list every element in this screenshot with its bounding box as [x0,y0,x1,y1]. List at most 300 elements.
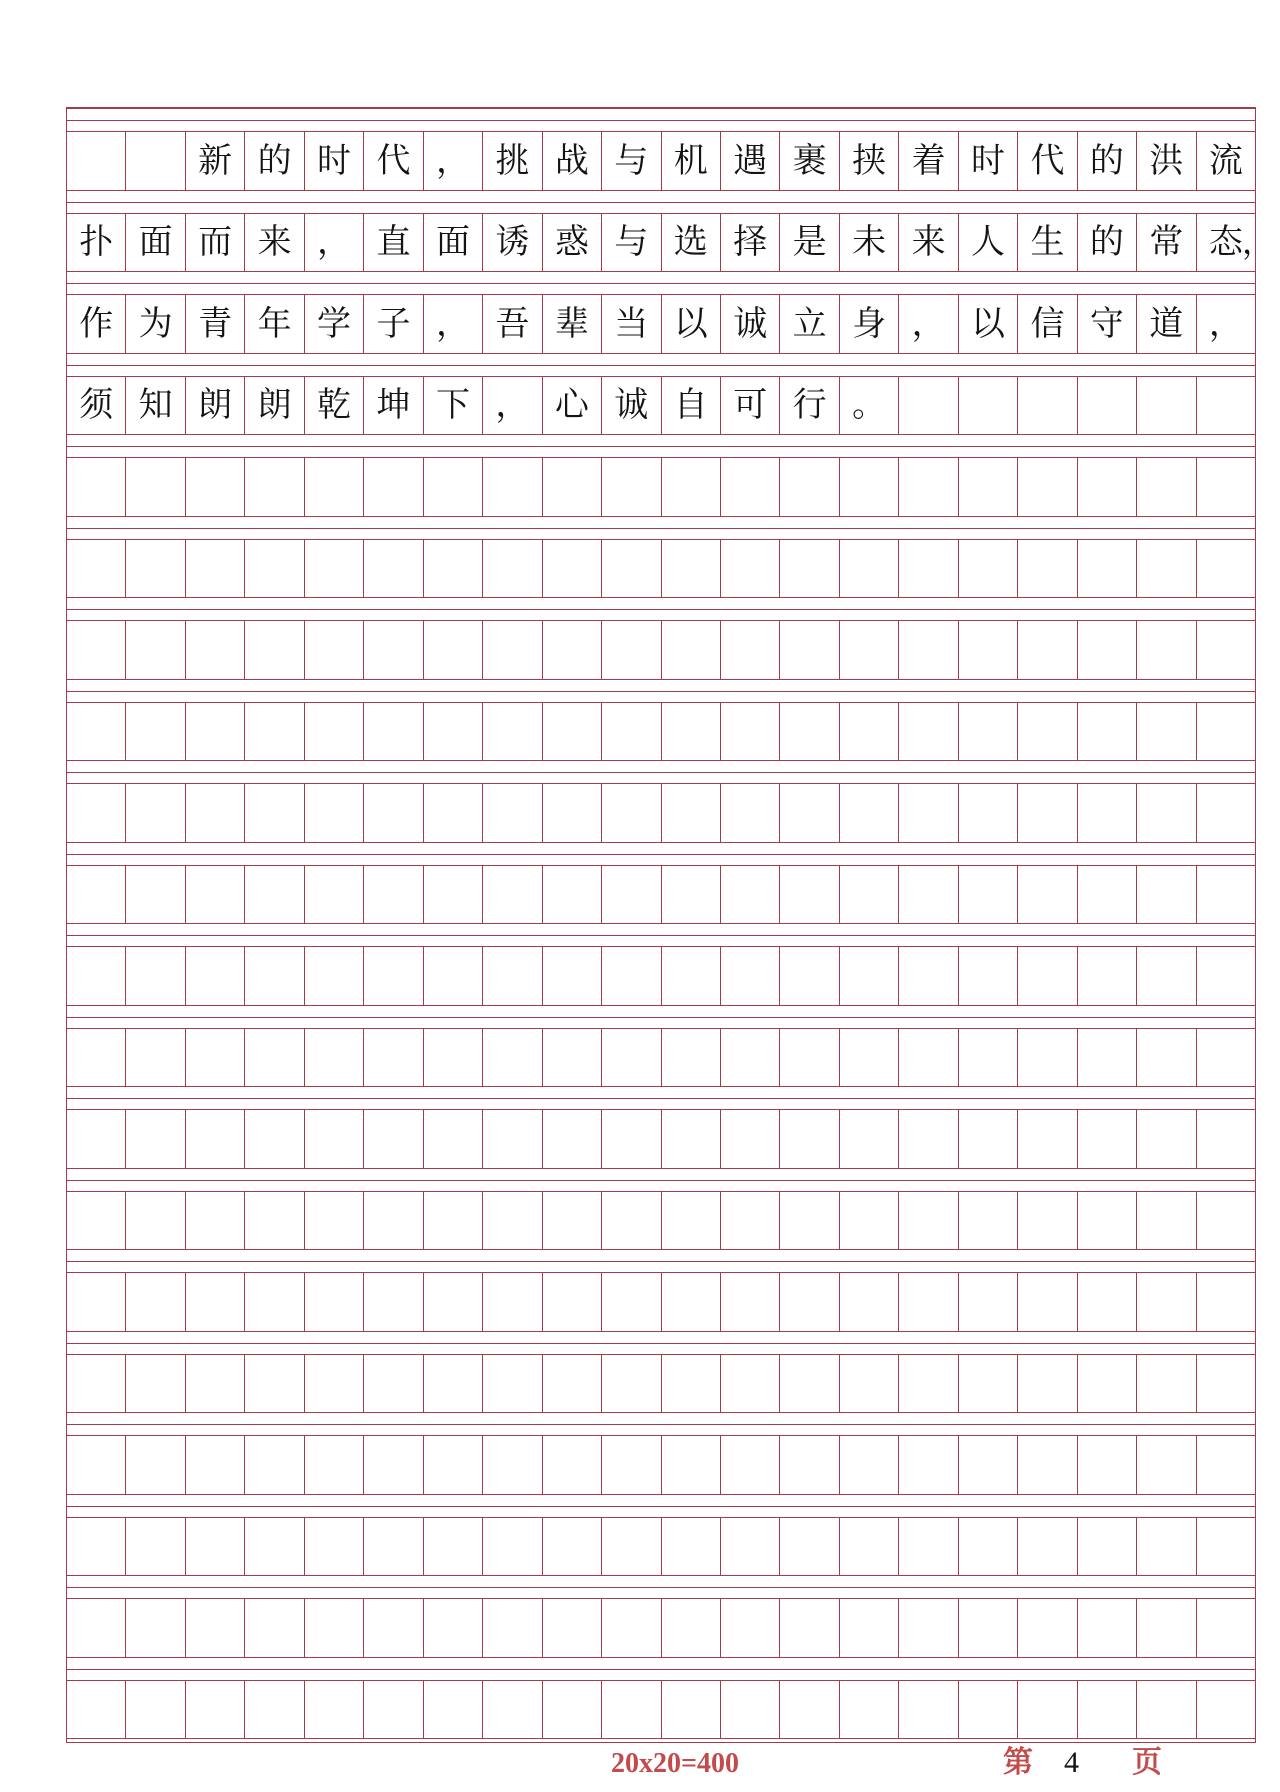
grid-cell [186,947,245,1005]
grid-cell [840,1029,899,1087]
grid-cell: 坤 [364,377,423,435]
grid-cell [840,458,899,516]
grid-cell [1197,1599,1255,1657]
grid-cell: 与 [602,214,661,272]
grid-spec-label: 20x20=400 [611,1748,739,1779]
grid-cell [840,1273,899,1331]
grid-cell [424,1355,483,1413]
grid-row [67,1191,1255,1251]
grid-cell [899,1436,958,1494]
grid-cell: 人 [959,214,1018,272]
grid-cell [67,1110,126,1168]
grid-cell: 新 [186,132,245,190]
grid-cell [245,1681,304,1739]
grid-cell [543,703,602,761]
grid-cell [245,458,304,516]
grid-cell [899,1355,958,1413]
grid-cell: 时 [959,132,1018,190]
grid-gap-line [67,609,1255,610]
grid-cell [840,1436,899,1494]
grid-cell [1018,1518,1077,1576]
grid-cell [899,784,958,842]
grid-cell [67,1029,126,1087]
grid-cell [1018,1436,1077,1494]
grid-cell [721,621,780,679]
grid-cell: 当 [602,295,661,353]
grid-cell [1197,1029,1255,1087]
grid-cell [245,1029,304,1087]
grid-row [67,131,1255,191]
grid-cell [424,1273,483,1331]
grid-cell [1137,1273,1196,1331]
grid-cell [662,1355,721,1413]
grid-cell [126,703,185,761]
grid-cell: 来 [899,214,958,272]
grid-cell [662,784,721,842]
grid-cell: 的 [1078,214,1137,272]
grid-cell: 诚 [602,377,661,435]
grid-cell [67,1599,126,1657]
grid-cell [364,621,423,679]
grid-cell [424,866,483,924]
grid-cell [126,1029,185,1087]
grid-cell: ， [483,377,542,435]
grid-cell [305,784,364,842]
grid-cell [483,784,542,842]
grid-cell: 下 [424,377,483,435]
grid-cell [305,1599,364,1657]
grid-cell: 未 [840,214,899,272]
grid-cell [305,540,364,598]
grid-row [67,620,1255,680]
writing-grid [66,107,1275,1743]
grid-cell [1137,1436,1196,1494]
grid-cell [899,947,958,1005]
grid-cell [245,703,304,761]
grid-cell [1197,621,1255,679]
grid-cell [1078,1192,1137,1250]
grid-cell [602,621,661,679]
grid-cell [721,1029,780,1087]
grid-cell [1137,1355,1196,1413]
grid-cell: 流 [1208,140,1243,181]
grid-cell [602,1355,661,1413]
grid-cell [1078,458,1137,516]
grid-cell [126,866,185,924]
grid-cell [899,1110,958,1168]
grid-cell [364,866,423,924]
grid-cell [602,1273,661,1331]
grid-cell [1137,1110,1196,1168]
grid-gap-line [67,1669,1255,1670]
grid-gap-line [67,120,1255,121]
grid-cell [67,784,126,842]
grid-row [67,1517,1255,1577]
grid-cell [1078,703,1137,761]
grid-cell [67,1681,126,1739]
grid-cell [483,947,542,1005]
grid-cell [1197,1192,1255,1250]
grid-cell: 为 [126,295,185,353]
grid-cell [364,947,423,1005]
grid-cell [899,458,958,516]
grid-cell [899,540,958,598]
grid-cell [186,540,245,598]
grid-cell [245,1599,304,1657]
grid-cell [364,1681,423,1739]
grid-cell [602,1518,661,1576]
grid-cell [186,703,245,761]
grid-cell [780,621,839,679]
grid-cell [721,1355,780,1413]
grid-cell [602,458,661,516]
grid-cell: ， [424,295,483,353]
grid-cell [959,866,1018,924]
grid-cell: 诱 [483,214,542,272]
grid-cell [1078,784,1137,842]
grid-cell: 与 [602,132,661,190]
grid-cell [483,703,542,761]
grid-cell [959,1599,1018,1657]
grid-cell: 挟 [840,132,899,190]
grid-row [67,294,1255,354]
grid-cell: 惑 [543,214,602,272]
grid-cell [780,540,839,598]
grid-cell [662,1681,721,1739]
grid-cell: 以 [662,295,721,353]
grid-cell [483,540,542,598]
grid-cell [602,1192,661,1250]
grid-cell: 信 [1018,295,1077,353]
grid-cell [899,866,958,924]
grid-cell [424,458,483,516]
grid-cell [780,1355,839,1413]
grid-gap-line [67,1261,1255,1262]
grid-cell [186,1436,245,1494]
grid-cell: 生 [1018,214,1077,272]
grid-cell [424,703,483,761]
grid-cell [305,621,364,679]
grid-cell [364,1029,423,1087]
grid-row [67,1680,1255,1740]
grid-cell [899,377,958,435]
grid-cell: 以 [959,295,1018,353]
grid-cell [305,947,364,1005]
page-label-prefix: 第 [1003,1746,1033,1779]
grid-cell [780,1681,839,1739]
grid-cell [1197,1681,1255,1739]
grid-cell [305,458,364,516]
grid-cell [721,866,780,924]
grid-cell [602,703,661,761]
grid-cell [483,458,542,516]
grid-cell: 子 [364,295,423,353]
grid-cell [543,540,602,598]
grid-cell [364,1436,423,1494]
grid-cell [959,1029,1018,1087]
grid-cell [721,1192,780,1250]
grid-cell [543,947,602,1005]
grid-cell [1078,540,1137,598]
grid-cell [126,784,185,842]
grid-cell: 来 [245,214,304,272]
grid-cell [1018,621,1077,679]
grid-cell: 青 [186,295,245,353]
grid-cell [483,621,542,679]
grid-cell [780,1518,839,1576]
grid-cell [424,784,483,842]
grid-cell: 裹 [780,132,839,190]
grid-cell [126,1110,185,1168]
grid-cell [1018,1681,1077,1739]
grid-cell [364,540,423,598]
grid-cell [1078,1110,1137,1168]
grid-cell [1197,1355,1255,1413]
grid-row [67,539,1255,599]
grid-cell [1078,377,1137,435]
grid-cell [1078,1273,1137,1331]
grid-cell [67,1192,126,1250]
grid-cell [1197,784,1255,842]
grid-cell [364,703,423,761]
grid-cell [1197,1110,1255,1168]
grid-gap-line [67,691,1255,692]
grid-cell [364,1518,423,1576]
grid-cell [424,1681,483,1739]
grid-cell [840,703,899,761]
grid-cell [1078,1029,1137,1087]
grid-cell [1078,621,1137,679]
grid-cell [483,866,542,924]
grid-cell [364,1355,423,1413]
grid-cell [186,1273,245,1331]
grid-cell [424,1599,483,1657]
grid-cell [1018,784,1077,842]
grid-cell: 的 [245,132,304,190]
grid-cell [1137,1599,1196,1657]
grid-gap-line [67,283,1255,284]
grid-cell [1078,1518,1137,1576]
grid-cell [126,621,185,679]
grid-cell: 是 [780,214,839,272]
grid-row [67,1028,1255,1088]
grid-cell [662,1273,721,1331]
grid-cell [305,1681,364,1739]
grid-cell [305,1110,364,1168]
grid-cell [1137,703,1196,761]
grid-cell: 而 [186,214,245,272]
grid-cell [305,1273,364,1331]
grid-gap-line [67,446,1255,447]
grid-cell [543,866,602,924]
grid-cell [245,1192,304,1250]
grid-cell [1197,540,1255,598]
grid-cell [483,1355,542,1413]
grid-cell [543,1518,602,1576]
grid-cell [483,1192,542,1250]
grid-cell [662,1436,721,1494]
grid-gap-line [67,1506,1255,1507]
grid-cell [780,703,839,761]
grid-cell: 作 [67,295,126,353]
grid-cell [602,947,661,1005]
grid-cell [721,1273,780,1331]
grid-cell [840,1192,899,1250]
grid-cell [780,1110,839,1168]
grid-cell [67,866,126,924]
grid-cell: 知 [126,377,185,435]
grid-cell [1197,1436,1255,1494]
grid-cell [126,947,185,1005]
grid-cell [126,1273,185,1331]
grid-cell [126,1192,185,1250]
grid-cell [305,1029,364,1087]
grid-cell [662,703,721,761]
grid-cell [1137,1518,1196,1576]
grid-cell [1018,458,1077,516]
grid-cell: 可 [721,377,780,435]
grid-cell [483,1110,542,1168]
grid-cell [543,1355,602,1413]
grid-cell [780,1029,839,1087]
grid-cell [662,1110,721,1168]
grid-cell [1078,1681,1137,1739]
grid-cell [602,1436,661,1494]
grid-cell [840,1681,899,1739]
grid-cell [126,1436,185,1494]
grid-gap-line [67,1424,1255,1425]
grid-cell: 道 [1137,295,1196,353]
grid-cell [899,1192,958,1250]
grid-cell [721,703,780,761]
grid-cell [424,1436,483,1494]
grid-gap-line [67,1343,1255,1344]
grid-cell [126,458,185,516]
grid-gap-line [67,935,1255,936]
grid-cell: 学 [305,295,364,353]
grid-cell [305,1192,364,1250]
grid-cell [126,132,185,190]
grid-cell [1018,1110,1077,1168]
grid-row [67,1272,1255,1332]
grid-cell [1137,377,1196,435]
grid-cell [662,1518,721,1576]
grid-cell: 着 [899,132,958,190]
page-number: 4 [1064,1746,1079,1779]
grid-cell [662,947,721,1005]
grid-cell [959,1681,1018,1739]
grid-cell [959,1436,1018,1494]
grid-cell [67,703,126,761]
grid-cell [840,1599,899,1657]
grid-cell [67,621,126,679]
grid-cell [1078,1436,1137,1494]
grid-cell: 守 [1078,295,1137,353]
grid-cell [840,866,899,924]
grid-cell [364,1273,423,1331]
grid-cell [1137,540,1196,598]
grid-cell [245,1110,304,1168]
grid-cell [67,947,126,1005]
grid-cell: 面 [424,214,483,272]
grid-cell [602,1599,661,1657]
grid-cell: 诚 [721,295,780,353]
grid-cell [245,1436,304,1494]
grid-cell [899,1518,958,1576]
page-label-suffix: 页 [1132,1746,1162,1779]
grid-cell [840,784,899,842]
grid-cell [959,1355,1018,1413]
grid-cell [126,1518,185,1576]
grid-cell [1018,1029,1077,1087]
grid-gap-line [67,1587,1255,1588]
grid-cell [1137,1192,1196,1250]
grid-cell [1197,1518,1255,1576]
grid-cell [543,1029,602,1087]
grid-cell [543,1110,602,1168]
grid-cell [186,458,245,516]
grid-row [67,702,1255,762]
grid-cell [67,1355,126,1413]
grid-cell [1078,1355,1137,1413]
grid-cell [721,540,780,598]
grid-cell [424,947,483,1005]
grid-cell [840,621,899,679]
grid-cell [543,458,602,516]
grid-cell [780,866,839,924]
grid-cell [186,1110,245,1168]
grid-cell [67,1436,126,1494]
grid-cell [67,1518,126,1576]
grid-cell: 战 [543,132,602,190]
grid-cell [364,784,423,842]
grid-cell [780,784,839,842]
grid-cell [543,784,602,842]
grid-cell [126,1599,185,1657]
grid-cell [186,621,245,679]
grid-cell [305,1436,364,1494]
grid-cell: 自 [662,377,721,435]
grid-cell [780,1273,839,1331]
grid-cell [959,1518,1018,1576]
grid-cell [186,1192,245,1250]
grid-cell [721,458,780,516]
grid-cell [840,947,899,1005]
grid-row [67,865,1255,925]
grid-cell [364,1192,423,1250]
grid-cell: 吾 [483,295,542,353]
grid-cell: 朗 [245,377,304,435]
grid-cell [959,1192,1018,1250]
grid-cell [1018,1599,1077,1657]
grid-cell: 遇 [721,132,780,190]
grid-cell [840,1355,899,1413]
grid-cell [662,621,721,679]
grid-cell [1137,784,1196,842]
grid-cell [186,1355,245,1413]
grid-cell: 年 [245,295,304,353]
grid-cell: 面 [126,214,185,272]
grid-cell [899,1681,958,1739]
grid-cell [245,1273,304,1331]
grid-gap-line [67,528,1255,529]
grid-cell [543,621,602,679]
grid-cell [424,1110,483,1168]
grid-cell [721,947,780,1005]
grid-gap-line [67,1098,1255,1099]
grid-cell [245,621,304,679]
grid-cell: 行 [780,377,839,435]
